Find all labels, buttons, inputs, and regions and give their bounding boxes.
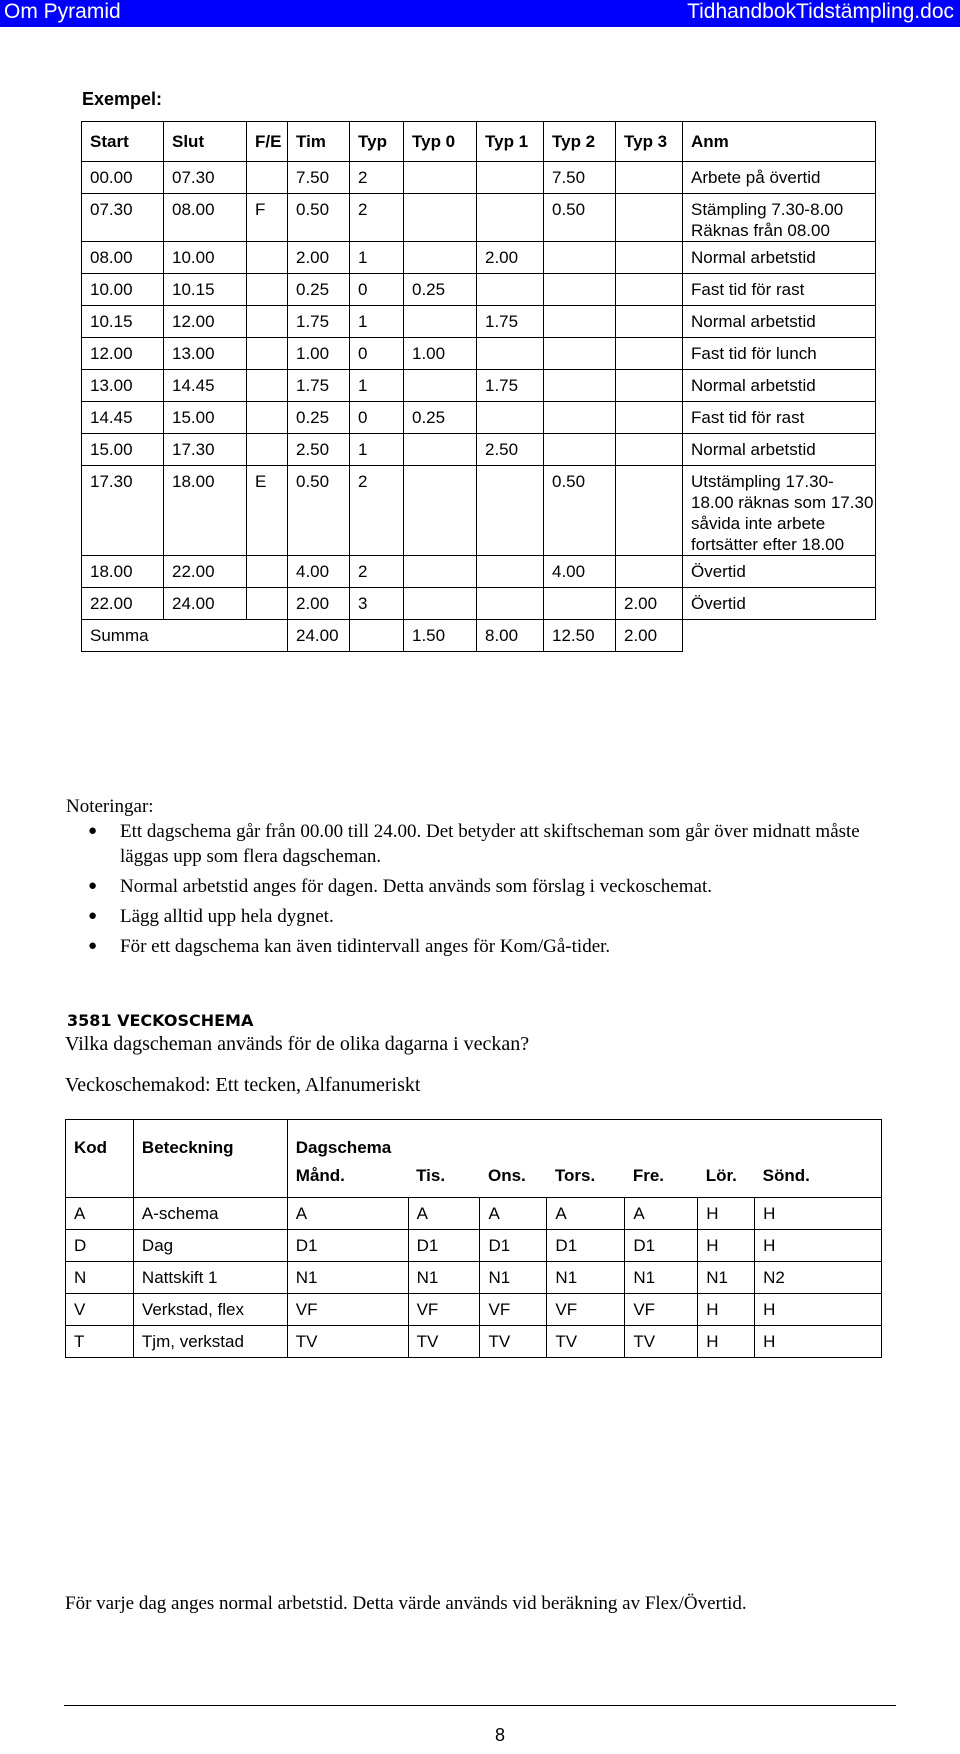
table-cell: 0.50 [288, 194, 350, 242]
col-typ2: Typ 2 [544, 122, 616, 162]
head-beteckning: Beteckning [133, 1120, 287, 1162]
bullet-icon: ● [88, 878, 98, 894]
example-header-row [82, 122, 876, 162]
table-cell: 2 [350, 194, 404, 242]
table-cell: 18.00 [82, 556, 164, 588]
table-cell: H [755, 1326, 882, 1358]
table-cell [477, 194, 544, 242]
table-row [82, 306, 876, 338]
table-cell: Fast tid för rast [683, 402, 876, 434]
table-cell: 07.30 [82, 194, 164, 242]
table-cell [247, 162, 288, 194]
table-cell: 1 [350, 434, 404, 466]
table-cell: Övertid [683, 588, 876, 620]
table-cell: 4.00 [288, 556, 350, 588]
table-cell [616, 274, 683, 306]
section-heading: 3581 VECKOSCHEMA [67, 1011, 254, 1030]
table-cell: Utstämpling 17.30-18.00 räknas som 17.30 såvida inte arbete fortsätter efter 18.00 [683, 466, 876, 556]
table-cell [404, 162, 477, 194]
table-cell: A [480, 1198, 547, 1230]
head-tis: Tis. [408, 1162, 480, 1198]
table-cell: N1 [698, 1262, 755, 1294]
col-typ3: Typ 3 [616, 122, 683, 162]
bullet-icon: ● [88, 938, 98, 954]
table-cell: 2 [350, 162, 404, 194]
table-row [82, 370, 876, 402]
summary-typ0: 1.50 [404, 620, 477, 652]
table-cell: N [66, 1262, 134, 1294]
table-cell: 0.50 [288, 466, 350, 556]
table-cell: Tjm, verkstad [133, 1326, 287, 1358]
table-cell [404, 306, 477, 338]
table-cell [616, 242, 683, 274]
table-cell: N1 [480, 1262, 547, 1294]
table-cell: 7.50 [288, 162, 350, 194]
table-row [66, 1230, 882, 1262]
table-cell [404, 194, 477, 242]
table-row [82, 434, 876, 466]
table-cell: D1 [480, 1230, 547, 1262]
table-cell: 0 [350, 338, 404, 370]
table-cell [616, 466, 683, 556]
summary-typ2: 12.50 [544, 620, 616, 652]
table-cell: 22.00 [164, 556, 247, 588]
note-item: ● Normal arbetstid anges för dagen. Detta används som förslag i veckoschemat. [88, 876, 712, 897]
table-cell: 1.75 [288, 306, 350, 338]
table-cell: 08.00 [164, 194, 247, 242]
table-cell [544, 402, 616, 434]
table-cell [247, 556, 288, 588]
bullet-icon: ● [88, 823, 98, 839]
summary-typ3: 2.00 [616, 620, 683, 652]
note-item: ● Lägg alltid upp hela dygnet. [88, 906, 334, 927]
head-ons: Ons. [480, 1162, 547, 1198]
table-cell: Stämpling 7.30-8.00 Räknas från 08.00 [683, 194, 876, 242]
example-label: Exempel: [82, 89, 163, 109]
table-cell: F [247, 194, 288, 242]
table-cell: Normal arbetstid [683, 370, 876, 402]
notes-title: Noteringar: [66, 796, 154, 817]
table-cell: 4.00 [544, 556, 616, 588]
table-cell: 15.00 [82, 434, 164, 466]
week-header-row-1 [66, 1120, 882, 1162]
table-cell: Normal arbetstid [683, 242, 876, 274]
table-cell [616, 306, 683, 338]
notes-list [66, 819, 896, 964]
table-cell: 18.00 [164, 466, 247, 556]
table-cell: TV [547, 1326, 625, 1358]
table-cell: 17.30 [82, 466, 164, 556]
table-cell: 12.00 [82, 338, 164, 370]
footer-divider [64, 1705, 896, 1706]
head-lor: Lör. [698, 1162, 755, 1198]
table-row [82, 588, 876, 620]
table-cell: VF [408, 1294, 480, 1326]
table-cell [247, 434, 288, 466]
summary-typ1: 8.00 [477, 620, 544, 652]
table-cell: 2.00 [288, 242, 350, 274]
head-dagschema: Dagschema [287, 1120, 881, 1162]
table-row [66, 1326, 882, 1358]
table-cell: 07.30 [164, 162, 247, 194]
table-cell: E [247, 466, 288, 556]
head-beteckning-cont [133, 1162, 287, 1198]
table-cell: TV [287, 1326, 408, 1358]
table-cell: Övertid [683, 556, 876, 588]
table-cell [247, 370, 288, 402]
table-cell: 0.25 [288, 402, 350, 434]
table-cell [247, 402, 288, 434]
table-cell [404, 370, 477, 402]
summary-typ [350, 620, 404, 652]
table-cell [544, 370, 616, 402]
table-cell [247, 338, 288, 370]
table-row [66, 1198, 882, 1230]
table-cell: 0.25 [404, 402, 477, 434]
head-mand: Månd. [287, 1162, 408, 1198]
table-cell: N1 [547, 1262, 625, 1294]
head-kod: Kod [66, 1120, 134, 1162]
table-cell [544, 242, 616, 274]
table-cell: 1.75 [477, 306, 544, 338]
table-cell: 10.15 [164, 274, 247, 306]
table-cell: D1 [625, 1230, 698, 1262]
table-cell: 14.45 [82, 402, 164, 434]
table-cell: D1 [408, 1230, 480, 1262]
col-tim: Tim [288, 122, 350, 162]
table-cell: 2 [350, 556, 404, 588]
table-cell: 2.00 [616, 588, 683, 620]
table-cell: 2.50 [477, 434, 544, 466]
table-cell: T [66, 1326, 134, 1358]
table-row [66, 1262, 882, 1294]
table-cell: 0 [350, 402, 404, 434]
table-cell: 1.75 [288, 370, 350, 402]
table-cell: 0.25 [404, 274, 477, 306]
head-fre: Fre. [625, 1162, 698, 1198]
table-cell: H [755, 1230, 882, 1262]
table-cell: Dag [133, 1230, 287, 1262]
table-cell [616, 370, 683, 402]
table-cell: 1 [350, 370, 404, 402]
table-cell: H [698, 1230, 755, 1262]
table-cell [616, 194, 683, 242]
summary-row [82, 620, 876, 652]
table-cell [247, 274, 288, 306]
table-cell [477, 556, 544, 588]
table-cell [247, 242, 288, 274]
table-cell [544, 306, 616, 338]
table-cell: 2.00 [477, 242, 544, 274]
col-typ0: Typ 0 [404, 122, 477, 162]
table-cell: 1 [350, 242, 404, 274]
table-cell: 13.00 [82, 370, 164, 402]
table-cell: A [66, 1198, 134, 1230]
table-cell: 2 [350, 466, 404, 556]
table-cell [404, 242, 477, 274]
table-cell: 10.00 [164, 242, 247, 274]
table-cell: N1 [408, 1262, 480, 1294]
table-cell: N1 [287, 1262, 408, 1294]
table-cell: 1 [350, 306, 404, 338]
table-cell: Verkstad, flex [133, 1294, 287, 1326]
summary-anm [683, 620, 876, 652]
header-left-title: Om Pyramid [4, 0, 121, 23]
table-cell: N2 [755, 1262, 882, 1294]
table-cell: Nattskift 1 [133, 1262, 287, 1294]
bullet-icon: ● [88, 908, 98, 924]
table-cell: H [698, 1326, 755, 1358]
table-cell: 13.00 [164, 338, 247, 370]
note-item: ● För ett dagschema kan även tidintervall anges för Kom/Gå-tider. [88, 936, 611, 957]
table-cell: 2.00 [288, 588, 350, 620]
table-cell [477, 338, 544, 370]
table-cell [544, 338, 616, 370]
table-cell [477, 402, 544, 434]
table-cell: Fast tid för lunch [683, 338, 876, 370]
table-cell: H [698, 1294, 755, 1326]
table-cell [544, 274, 616, 306]
table-cell [404, 434, 477, 466]
footer-text: För varje dag anges normal arbetstid. Detta värde används vid beräkning av Flex/Övertid. [65, 1593, 747, 1614]
col-fe: F/E [247, 122, 288, 162]
table-cell: A [547, 1198, 625, 1230]
table-cell: 0 [350, 274, 404, 306]
note-item: ● Ett dagschema går från 00.00 till 24.00. Det betyder att skiftscheman som går över midnatt måste läggas upp som flera dagscheman. [88, 821, 860, 867]
table-cell: VF [287, 1294, 408, 1326]
section-question: Vilka dagscheman används för de olika dagarna i veckan? [65, 1033, 530, 1055]
table-cell: A [408, 1198, 480, 1230]
table-cell: 10.00 [82, 274, 164, 306]
table-cell [404, 466, 477, 556]
table-cell [544, 588, 616, 620]
example-table [81, 121, 876, 652]
table-cell [477, 274, 544, 306]
table-cell [477, 588, 544, 620]
table-cell: 0.25 [288, 274, 350, 306]
table-cell [247, 306, 288, 338]
table-cell [616, 338, 683, 370]
table-row [82, 274, 876, 306]
table-cell: VF [625, 1294, 698, 1326]
table-cell: 12.00 [164, 306, 247, 338]
summary-tim: 24.00 [288, 620, 350, 652]
col-typ: Typ [350, 122, 404, 162]
table-cell: Arbete på övertid [683, 162, 876, 194]
table-cell: V [66, 1294, 134, 1326]
table-cell: TV [480, 1326, 547, 1358]
table-cell: VF [480, 1294, 547, 1326]
table-cell: 7.50 [544, 162, 616, 194]
table-cell: 0.50 [544, 466, 616, 556]
table-cell [616, 402, 683, 434]
table-cell: Fast tid för rast [683, 274, 876, 306]
header-bar [0, 0, 960, 27]
table-cell: 1.00 [288, 338, 350, 370]
table-row [82, 194, 876, 242]
table-cell: 17.30 [164, 434, 247, 466]
table-cell [247, 588, 288, 620]
col-start: Start [82, 122, 164, 162]
header-document-name: TidhandbokTidstämpling.doc [687, 0, 954, 23]
week-header-row-2 [66, 1162, 882, 1198]
table-cell [477, 466, 544, 556]
table-cell [404, 588, 477, 620]
table-cell: TV [408, 1326, 480, 1358]
table-cell: Normal arbetstid [683, 434, 876, 466]
col-typ1: Typ 1 [477, 122, 544, 162]
table-row [82, 338, 876, 370]
table-row [82, 466, 876, 556]
head-sond: Sönd. [755, 1162, 882, 1198]
table-cell: 3 [350, 588, 404, 620]
table-cell: 1.00 [404, 338, 477, 370]
table-row [82, 402, 876, 434]
head-kod-cont [66, 1162, 134, 1198]
table-cell: 1.75 [477, 370, 544, 402]
table-cell: A-schema [133, 1198, 287, 1230]
table-cell: 15.00 [164, 402, 247, 434]
table-cell: 00.00 [82, 162, 164, 194]
table-cell: H [755, 1294, 882, 1326]
week-schedule-table [65, 1119, 882, 1358]
section-code-description: Veckoschemakod: Ett tecken, Alfanumeriskt [65, 1074, 421, 1096]
page-number: 8 [495, 1725, 506, 1745]
table-cell: 24.00 [164, 588, 247, 620]
table-cell: D1 [547, 1230, 625, 1262]
table-cell [616, 434, 683, 466]
table-row [82, 242, 876, 274]
table-cell: D1 [287, 1230, 408, 1262]
table-cell [544, 434, 616, 466]
table-cell: TV [625, 1326, 698, 1358]
table-cell: A [625, 1198, 698, 1230]
table-cell: 22.00 [82, 588, 164, 620]
summary-label: Summa [82, 620, 288, 652]
table-row [66, 1294, 882, 1326]
table-cell: 10.15 [82, 306, 164, 338]
table-cell [477, 162, 544, 194]
table-cell [616, 556, 683, 588]
table-cell: 0.50 [544, 194, 616, 242]
table-cell: 08.00 [82, 242, 164, 274]
head-tors: Tors. [547, 1162, 625, 1198]
table-row [82, 162, 876, 194]
col-slut: Slut [164, 122, 247, 162]
table-cell: Normal arbetstid [683, 306, 876, 338]
table-cell [616, 162, 683, 194]
table-cell: N1 [625, 1262, 698, 1294]
table-cell: H [698, 1198, 755, 1230]
table-cell: H [755, 1198, 882, 1230]
table-cell: D [66, 1230, 134, 1262]
table-row [82, 556, 876, 588]
table-cell: A [287, 1198, 408, 1230]
table-cell: VF [547, 1294, 625, 1326]
table-cell: 2.50 [288, 434, 350, 466]
table-cell [404, 556, 477, 588]
col-anm: Anm [683, 122, 876, 162]
table-cell: 14.45 [164, 370, 247, 402]
